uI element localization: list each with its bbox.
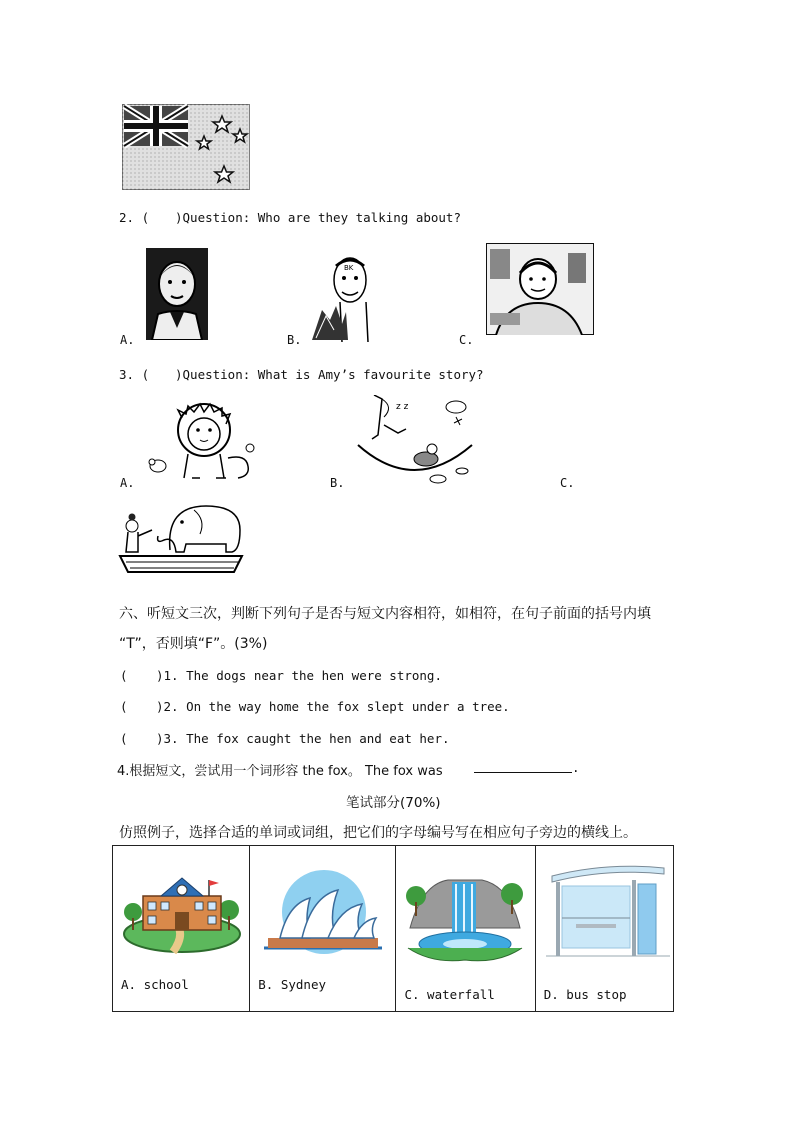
option-label-sydney: B. Sydney	[258, 977, 326, 992]
portrait-man-a-image	[146, 248, 208, 340]
option-label-bus-stop: D. bus stop	[543, 987, 627, 1002]
section-6-title-line2: “T”，否则填“F”。(3%)	[119, 636, 268, 652]
svg-text:BK: BK	[344, 264, 354, 272]
statement-1-bracket[interactable]: (	[120, 668, 128, 683]
option-cell-bus-stop	[535, 846, 673, 1012]
option-cell-school	[113, 846, 250, 1012]
question-2-prompt: )Question: Who are they talking about?	[175, 210, 461, 225]
statement-2-text: )2. On the way home the fox slept under a tree.	[156, 699, 510, 714]
option-label-waterfall: C. waterfall	[404, 987, 495, 1002]
tortoise-and-hare-image	[354, 395, 474, 485]
statement-3-bracket[interactable]: (	[120, 731, 128, 746]
written-instruction: 仿照例子，选择合适的单词或词组，把它们的字母编号写在相应句子旁边的横线上。	[119, 825, 637, 841]
sydney-opera-house-image	[258, 868, 388, 956]
question-4-answer-line[interactable]	[474, 772, 572, 773]
section-6-title-line1: 六、听短文三次，判断下列句子是否与短文内容相符，如相符，在句子前面的括号内填	[119, 606, 651, 622]
bus-stop-shelter-image	[546, 860, 670, 960]
q2-option-b: B.	[287, 333, 302, 347]
lion-and-mouse-image	[142, 396, 266, 484]
q2-option-a: A.	[120, 333, 135, 347]
waterfall-image	[402, 872, 528, 962]
boy-and-elephant-boat-image	[116, 500, 246, 580]
option-label-school: A. school	[121, 977, 189, 992]
statement-1-text: )1. The dogs near the hen were strong.	[156, 668, 442, 683]
option-cell-sydney	[250, 846, 396, 1012]
question-4-text: 4.根据短文，尝试用一个词形容 the fox。 The fox was	[117, 764, 443, 779]
q3-option-a: A.	[120, 476, 135, 490]
q3-option-c: C.	[560, 476, 575, 490]
svg-text:z z: z z	[396, 402, 409, 412]
photo-man-c-image	[486, 243, 594, 335]
cartoon-man-b-image	[312, 250, 378, 342]
question-3-prompt: )Question: What is Amy’s favourite story?	[175, 367, 484, 382]
answer-blank-bracket[interactable]	[160, 210, 174, 226]
question-4-period: .	[572, 760, 580, 775]
picture-options-table	[112, 845, 674, 1012]
question-3-number: 3. (	[119, 367, 150, 382]
q2-option-c: C.	[459, 333, 474, 347]
new-zealand-flag-image	[122, 104, 250, 190]
school-image	[123, 872, 241, 954]
q3-option-b: B.	[330, 476, 345, 490]
question-2-number: 2. (	[119, 210, 150, 225]
option-cell-waterfall	[396, 846, 535, 1012]
answer-blank-bracket[interactable]	[160, 367, 174, 383]
written-section-heading: 笔试部分(70%)	[346, 795, 441, 811]
statement-2-bracket[interactable]: (	[120, 699, 128, 714]
statement-3-text: )3. The fox caught the hen and eat her.	[156, 731, 450, 746]
